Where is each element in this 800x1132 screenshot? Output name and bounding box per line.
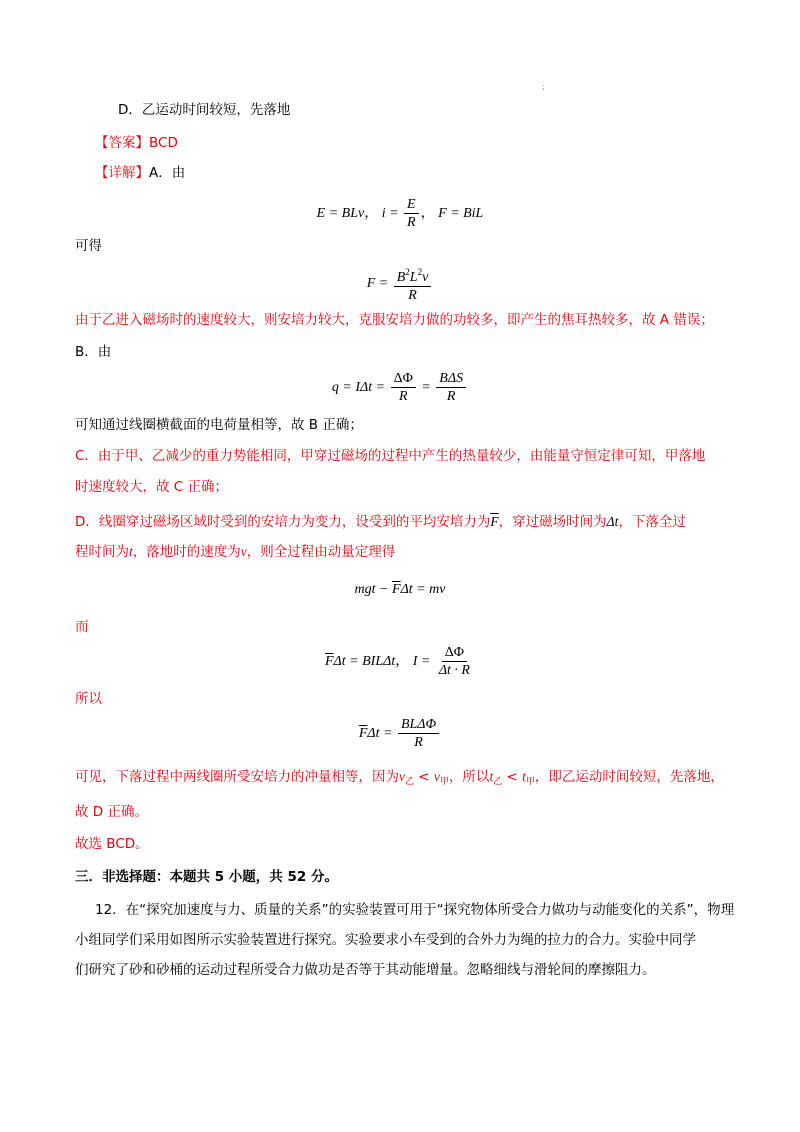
equation-5 bbox=[0, 642, 800, 682]
t-yi: t bbox=[489, 769, 494, 784]
explain-d-2 bbox=[75, 542, 395, 562]
explain-a: 由于乙进入磁场时的速度较大，则安培力较大，克服安培力做的功较多，即产生的焦耳热较多，故 A 错误； bbox=[75, 312, 714, 328]
v-yi-sub: 乙 bbox=[405, 776, 415, 786]
eq6-num: BLΔΦ bbox=[398, 716, 439, 734]
eq3-fraction-2 bbox=[436, 370, 466, 405]
explain-d-1c: ，穿过磁场时间为 bbox=[498, 514, 607, 530]
section-title: 三．非选择题：本题共 5 小题，共 52 分。 bbox=[75, 869, 338, 885]
er: 而 bbox=[75, 619, 89, 635]
suoyi: 所以 bbox=[75, 691, 102, 707]
eq1-f: F = BiL bbox=[438, 206, 484, 221]
eq5-fraction bbox=[436, 644, 473, 679]
eq3-eq: = bbox=[421, 380, 431, 395]
explain-c-1: C．由于甲、乙减少的重力势能相同，甲穿过磁场的过程中产生的热量较少，由能量守恒定律可知，甲落地 bbox=[75, 448, 706, 464]
explain-d-2a: 程时间为 bbox=[75, 544, 129, 560]
conclusion-1a: 可见，下落过程中两线圈所受安培力的冲量相等，因为 bbox=[75, 769, 399, 785]
question-12-line-1: 12．在“探究加速度与力、质量的关系”的实验装置可用于“探究物体所受合力做功与动能变化的关系”，物理 bbox=[95, 902, 735, 918]
equation-1 bbox=[0, 194, 800, 234]
eq3-fraction-1 bbox=[391, 370, 416, 405]
equation-3 bbox=[0, 368, 800, 408]
v-jia-sub: 甲 bbox=[439, 776, 449, 786]
eq5-i: I = bbox=[412, 654, 431, 669]
eq1-fraction bbox=[404, 196, 419, 231]
eq2-l-exp: 2 bbox=[417, 267, 423, 277]
conclusion-1i: ，即乙运动时间较短，先落地， bbox=[534, 769, 724, 785]
detail-a-intro: A．由 bbox=[149, 165, 186, 181]
eq4-b: Δt = mv bbox=[400, 582, 446, 597]
detail-b-intro: B．由 bbox=[75, 344, 112, 360]
eq2-l: L bbox=[409, 270, 418, 285]
v-yi: v bbox=[399, 769, 405, 784]
answer-tag: 【答案】 bbox=[95, 135, 149, 151]
explain-d-1e: ，下落全过 bbox=[618, 514, 686, 530]
v-jia: v bbox=[433, 769, 440, 784]
eq1-num: E bbox=[404, 196, 419, 214]
equation-2 bbox=[0, 264, 800, 304]
explain-d-2c: ，落地时的速度为 bbox=[132, 544, 241, 560]
eq6-a: Δt = bbox=[367, 726, 393, 741]
explain-d-1a: D．线圈穿过磁场区域时受到的安培力为变力，设受到的平均安培力为 bbox=[75, 514, 491, 530]
explain-c-2: 时速度较大，故 C 正确； bbox=[75, 479, 229, 495]
eq2-b: B bbox=[396, 270, 406, 285]
detail-tag: 【详解】 bbox=[95, 165, 149, 181]
corner-mark: ; bbox=[542, 82, 545, 91]
equation-6 bbox=[0, 714, 800, 754]
eq2-fraction bbox=[394, 264, 432, 304]
eq3-lhs: q = IΔt = bbox=[331, 380, 386, 395]
eq5-a: Δt = BILΔt bbox=[333, 654, 396, 669]
eq4-a: mgt − bbox=[354, 582, 392, 597]
lt-1: < bbox=[414, 769, 434, 785]
t-yi-sub: 乙 bbox=[493, 776, 503, 786]
explain-d-2e: ，则全过程由动量定理得 bbox=[246, 544, 396, 560]
t-jia: t bbox=[522, 769, 526, 784]
eq3-f2-den: R bbox=[446, 389, 456, 405]
choose-line: 故选 BCD。 bbox=[75, 836, 149, 852]
explain-d-v: v bbox=[240, 544, 247, 559]
eq2-b-exp: 2 bbox=[405, 267, 410, 277]
conclusion-1e: ，所以 bbox=[448, 769, 490, 785]
answer-value: BCD bbox=[149, 135, 178, 151]
option-d: D．乙运动时间较短，先落地 bbox=[118, 102, 291, 118]
eq5-num: ΔΦ bbox=[442, 644, 467, 662]
eq1-sep2: ， bbox=[420, 206, 435, 221]
eq1-i: i = bbox=[381, 206, 399, 221]
eq3-f1-num: ΔΦ bbox=[391, 370, 416, 388]
conclusion-2: 故 D 正确。 bbox=[75, 804, 148, 820]
question-12-line-3: 们研究了砂和砂桶的运动过程所受合力做功是否等于其动能增量。忽略细线与滑轮间的摩擦阻力。 bbox=[75, 962, 656, 978]
eq5-sep: ， bbox=[395, 654, 410, 669]
answer-line bbox=[95, 133, 178, 153]
eq3-f2-num: BΔS bbox=[436, 370, 466, 388]
eq1-sep1: ， bbox=[364, 206, 379, 221]
explain-d-1 bbox=[75, 512, 686, 532]
eq6-fbar: $\overline{F}$ bbox=[358, 726, 368, 741]
equation-4 bbox=[0, 580, 800, 600]
t-jia-sub: 甲 bbox=[525, 776, 535, 786]
question-12-line-2: 小组同学们采用如图所示实验装置进行探究。实验要求小车受到的合外力为绳的拉力的合力。实验中同学 bbox=[75, 932, 696, 948]
keyi-de: 可得 bbox=[75, 238, 102, 254]
eq2-den: R bbox=[408, 288, 417, 303]
eq5-fbar: $\overline{F}$ bbox=[324, 654, 334, 669]
eq5-den: Δt · R bbox=[438, 663, 470, 679]
eq1-e: E = BLv bbox=[316, 206, 365, 221]
eq6-den: R bbox=[414, 735, 423, 751]
explain-d-fbar: $\overline{F}$ bbox=[490, 514, 499, 529]
eq4-fbar: $\overline{F}$ bbox=[392, 582, 401, 597]
eq6-fraction bbox=[398, 716, 439, 751]
lt-2: < bbox=[502, 769, 523, 785]
explain-d-t: t bbox=[129, 544, 133, 559]
eq2-num bbox=[394, 264, 432, 287]
eq2-v: v bbox=[422, 270, 429, 285]
eq3-f1-den: R bbox=[398, 389, 408, 405]
eq2-lhs: F = bbox=[366, 276, 389, 292]
conclusion-1 bbox=[75, 767, 724, 791]
explain-b: 可知通过线圈横截面的电荷量相等，故 B 正确； bbox=[75, 417, 363, 433]
eq1-den: R bbox=[407, 215, 416, 231]
detail-a-line bbox=[95, 163, 185, 183]
explain-d-dt: Δt bbox=[606, 514, 619, 529]
